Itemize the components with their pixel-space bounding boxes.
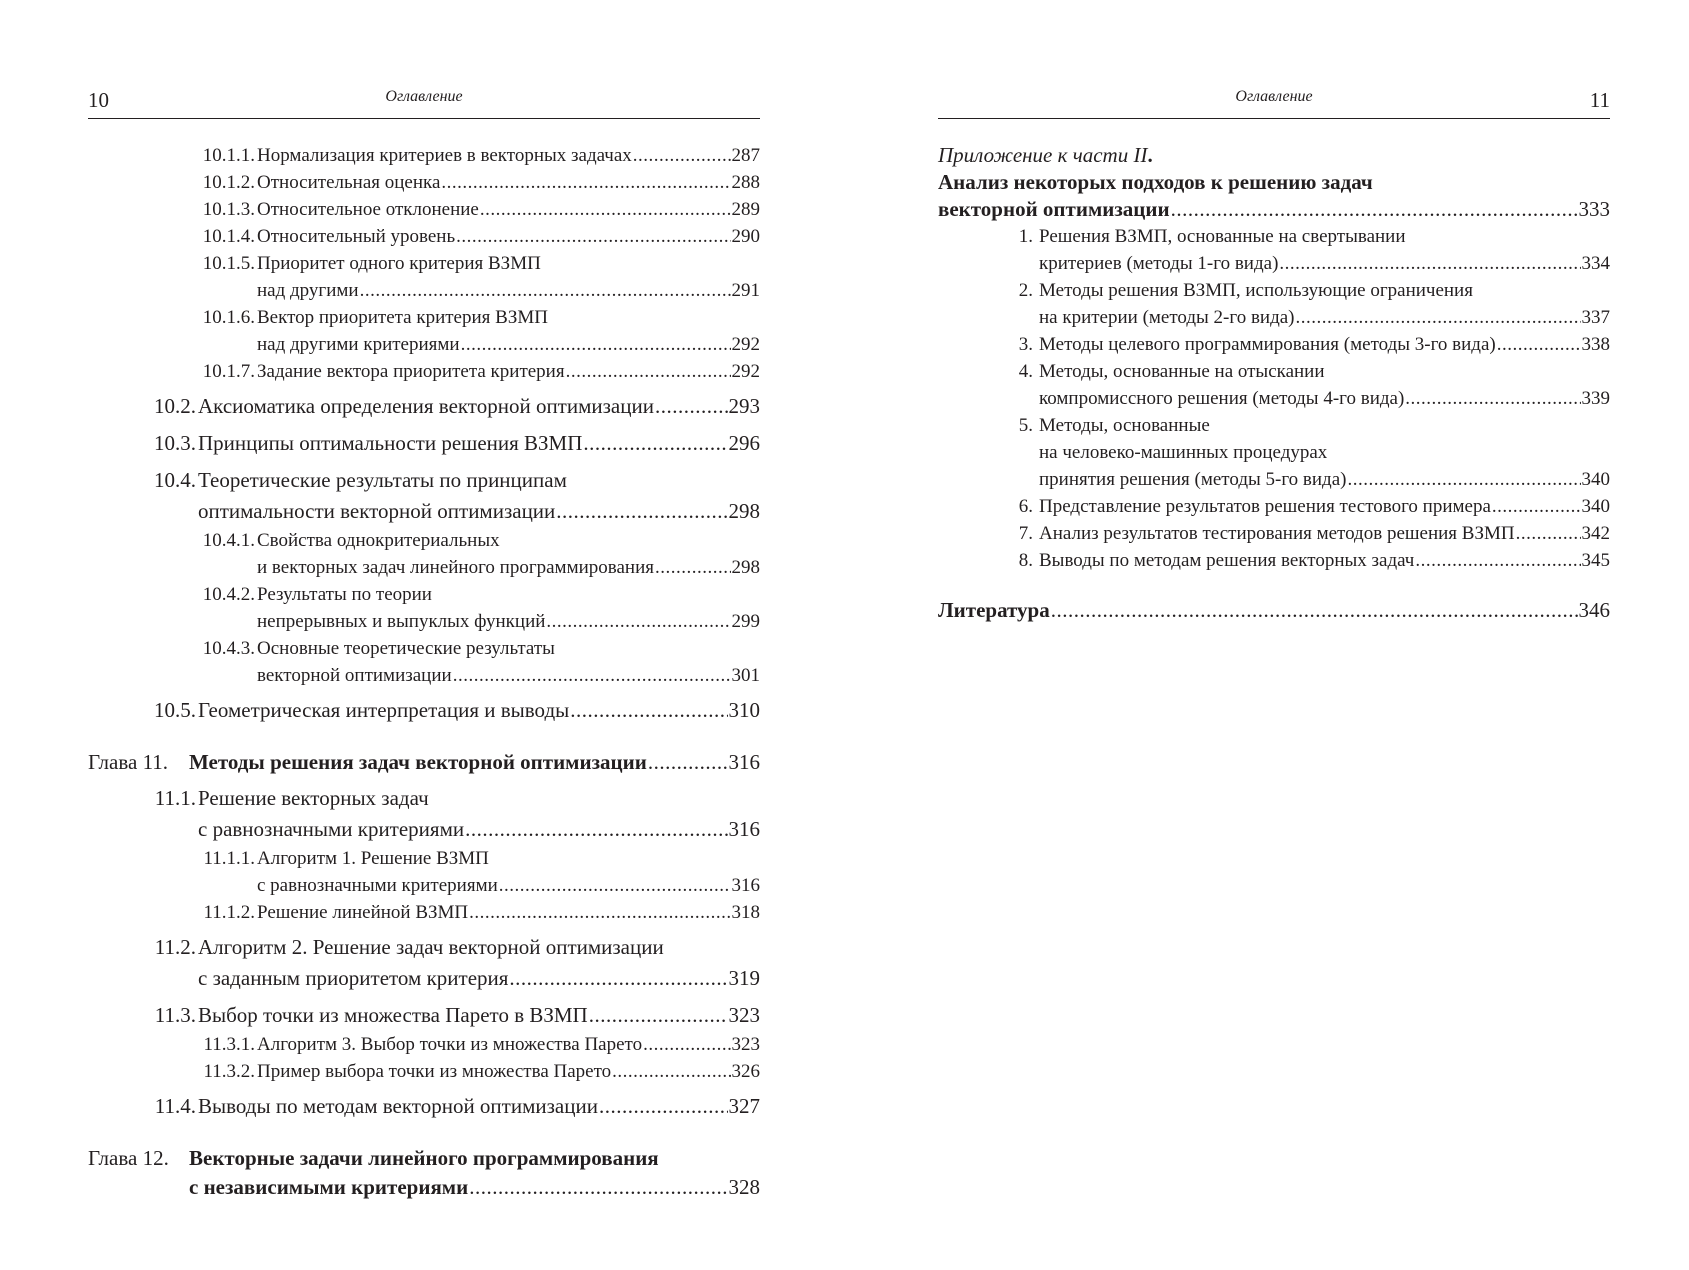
- toc-entries-appendix: [938, 223, 1610, 574]
- page-ref: 327: [728, 1094, 760, 1118]
- entry-number: 8.: [1018, 550, 1033, 571]
- dot-leader: [1051, 596, 1578, 625]
- entry-title-line: с равнозначными критериями: [198, 817, 465, 841]
- entry-number: 2.: [1018, 280, 1033, 301]
- entry-title-line: критериев (методы 1-го вида): [1039, 253, 1279, 274]
- page-ref: 340: [1581, 469, 1610, 490]
- toc-item[interactable]: [938, 412, 1610, 493]
- dot-leader: [1171, 196, 1578, 223]
- dot-leader: [456, 223, 730, 250]
- entry-title-line: Относительный уровень: [257, 226, 456, 247]
- toc-chapter-11[interactable]: [88, 748, 760, 777]
- page-ref: 323: [731, 1034, 760, 1055]
- entry-title-line: Аксиоматика определения векторной оптимизации: [198, 394, 654, 418]
- dot-leader: [583, 428, 727, 459]
- page-ref: 326: [731, 1061, 760, 1082]
- entry-number: 10.4.: [154, 468, 196, 492]
- page-ref: 298: [728, 499, 760, 523]
- entry-title-line: Вектор приоритета критерия ВЗМП: [257, 307, 548, 328]
- toc-entries-ch11: [88, 783, 760, 1122]
- entry-title-line: Нормализация критериев в векторных задачах: [257, 145, 632, 166]
- page-ref: 301: [731, 665, 760, 686]
- entry-title-line: Результаты по теории: [257, 584, 432, 605]
- toc-section[interactable]: [88, 695, 760, 726]
- entry-title-line: Свойства однокритериальных: [257, 530, 500, 551]
- appendix-title-line: векторной оптимизации: [938, 197, 1170, 221]
- entry-number: 10.2.: [154, 394, 196, 418]
- page-ref: 333: [1578, 197, 1610, 221]
- entry-title-line: на человеко-машинных процедурах: [1039, 442, 1328, 463]
- entry-title-line: Методы целевого программирования (методы 3-го вида): [1039, 334, 1496, 355]
- page-ref: 299: [731, 611, 760, 632]
- dot-leader: [1279, 250, 1580, 277]
- dot-leader: [1296, 304, 1581, 331]
- toc-item[interactable]: [938, 520, 1610, 547]
- page-ref: 291: [731, 280, 760, 301]
- page-ref: 340: [1581, 496, 1610, 517]
- entry-number: 10.1.4.: [202, 226, 255, 247]
- header-rule: [938, 118, 1610, 119]
- toc-section[interactable]: [88, 391, 760, 422]
- page-ref: 296: [728, 431, 760, 455]
- dot-leader: [469, 1173, 727, 1202]
- page-ref: 298: [731, 557, 760, 578]
- right-page-header: [938, 86, 1610, 114]
- left-page: [88, 0, 760, 1270]
- page-ref: 316: [728, 817, 760, 841]
- toc-item[interactable]: [938, 277, 1610, 331]
- page-ref: 319: [728, 966, 760, 990]
- page-number: 11: [1589, 88, 1610, 112]
- toc-item[interactable]: [938, 358, 1610, 412]
- page-ref: 346: [1578, 598, 1610, 622]
- page-ref: 318: [731, 902, 760, 923]
- appendix-heading[interactable]: [938, 142, 1610, 223]
- toc-subsection[interactable]: [88, 142, 760, 169]
- literature-title: Литература: [938, 598, 1050, 622]
- entry-number: 10.1.3.: [202, 199, 255, 220]
- entry-title-line: Относительная оценка: [257, 172, 441, 193]
- entry-number: 3.: [1018, 334, 1033, 355]
- entry-title-line: Выводы по методам решения векторных задач: [1039, 550, 1415, 571]
- page-number: 10: [88, 88, 109, 112]
- toc-subsection[interactable]: [88, 169, 760, 196]
- page-ref: 345: [1581, 550, 1610, 571]
- entry-number: 11.4.: [154, 1094, 196, 1118]
- page-ref: 310: [728, 698, 760, 722]
- entry-title-line: с равнозначными критериями: [257, 875, 498, 896]
- entry-title-line: над другими: [257, 280, 359, 301]
- page-ref: 339: [1581, 388, 1610, 409]
- dot-leader: [655, 391, 728, 422]
- entry-number: 5.: [1018, 415, 1033, 436]
- entry-title-line: Выбор точки из множества Парето в ВЗМП: [198, 1003, 588, 1027]
- dot-leader: [465, 814, 727, 845]
- dot-leader: [461, 331, 731, 358]
- page-ref: 338: [1581, 334, 1610, 355]
- chapter-title-line: Векторные задачи линейного программирования: [189, 1146, 659, 1170]
- entry-number: 11.3.1.: [203, 1034, 255, 1055]
- running-header: Оглавление: [385, 88, 463, 105]
- toc-subsection[interactable]: [88, 899, 760, 926]
- dot-leader: [499, 872, 731, 899]
- toc-section[interactable]: [88, 1091, 760, 1122]
- chapter-title-line: с независимыми критериями: [189, 1175, 469, 1199]
- entry-title-line: над другими критериями: [257, 334, 460, 355]
- toc-subsection[interactable]: [88, 845, 760, 899]
- entry-title-line: Выводы по методам векторной оптимизации: [198, 1094, 598, 1118]
- entry-title-line: Методы, основанные на отыскании: [1039, 361, 1325, 382]
- toc-item[interactable]: [938, 547, 1610, 574]
- dot-leader: [453, 662, 731, 689]
- entry-title-line: Решения ВЗМП, основанные на свертывании: [1039, 226, 1406, 247]
- page-ref: 337: [1581, 307, 1610, 328]
- entry-title-line: принятия решения (методы 5-го вида): [1039, 469, 1347, 490]
- toc-section[interactable]: [88, 932, 760, 994]
- dot-leader: [1405, 385, 1580, 412]
- toc-section[interactable]: [88, 465, 760, 527]
- dot-leader: [360, 277, 731, 304]
- entry-number: 10.1.2.: [202, 172, 255, 193]
- dot-leader: [1516, 520, 1581, 547]
- page-ref: 292: [731, 361, 760, 382]
- running-header: Оглавление: [1235, 88, 1313, 105]
- entry-title-line: и векторных задач линейного программирования: [257, 557, 655, 578]
- page-ref: 287: [731, 145, 760, 166]
- entry-number: 11.1.2.: [203, 902, 255, 923]
- entry-number: 11.3.: [154, 1003, 196, 1027]
- chapter-number: Глава 12.: [88, 1146, 169, 1170]
- toc-item[interactable]: [938, 223, 1610, 277]
- right-page: [938, 0, 1610, 1270]
- toc-section[interactable]: [88, 783, 760, 845]
- appendix-title-line: Анализ некоторых подходов к решению задач: [938, 170, 1373, 194]
- entry-title-line: Задание вектора приоритета критерия: [257, 361, 565, 382]
- dot-leader: [648, 748, 728, 777]
- toc-subsection[interactable]: [88, 1058, 760, 1085]
- toc-item[interactable]: [938, 331, 1610, 358]
- toc-right: [938, 142, 1610, 625]
- toc-subsection[interactable]: [88, 304, 760, 358]
- dot-leader: [589, 1000, 728, 1031]
- entry-number: 10.1.7.: [202, 361, 255, 382]
- dot-leader: [1415, 547, 1580, 574]
- toc-subsection[interactable]: [88, 250, 760, 304]
- page-ref: 316: [731, 875, 760, 896]
- toc-subsection[interactable]: [88, 527, 760, 581]
- dot-leader: [509, 963, 727, 994]
- toc-section[interactable]: [88, 1000, 760, 1031]
- dot-leader: [480, 196, 731, 223]
- entry-number: 11.1.: [154, 786, 196, 810]
- dot-leader: [599, 1091, 728, 1122]
- dot-leader: [469, 899, 730, 926]
- page-ref: 316: [728, 750, 760, 774]
- dot-leader: [566, 358, 731, 385]
- dot-leader: [546, 608, 730, 635]
- entry-title-line: Решение линейной ВЗМП: [257, 902, 469, 923]
- entry-title-line: Методы решения ВЗМП, использующие ограничения: [1039, 280, 1473, 301]
- entry-title-line: Теоретические результаты по принципам: [198, 468, 567, 492]
- page-ref: 334: [1581, 253, 1610, 274]
- dot-leader: [643, 1031, 730, 1058]
- page-ref: 328: [728, 1175, 760, 1199]
- entry-title-line: Приоритет одного критерия ВЗМП: [257, 253, 541, 274]
- dot-leader: [1497, 331, 1581, 358]
- page-ref: 292: [731, 334, 760, 355]
- page-ref: 290: [731, 226, 760, 247]
- entry-title-line: Относительное отклонение: [257, 199, 479, 220]
- entry-title-line: Решение векторных задач: [198, 786, 429, 810]
- toc-subsection[interactable]: [88, 358, 760, 385]
- entry-number: 11.3.2.: [203, 1061, 255, 1082]
- header-rule: [88, 118, 760, 119]
- entry-title-line: с заданным приоритетом критерия: [198, 966, 509, 990]
- entry-title-line: оптимальности векторной оптимизации: [198, 499, 556, 523]
- page-ref: 289: [731, 199, 760, 220]
- entry-title-line: Представление результатов решения тестового примера: [1039, 496, 1491, 517]
- entry-title-line: на критерии (методы 2-го вида): [1039, 307, 1295, 328]
- dot-leader: [612, 1058, 730, 1085]
- toc-subsection[interactable]: [88, 635, 760, 689]
- toc-subsection[interactable]: [88, 1031, 760, 1058]
- toc-subsection[interactable]: [88, 223, 760, 250]
- page-ref: 293: [728, 394, 760, 418]
- entry-number: 11.1.1.: [203, 848, 255, 869]
- toc-section[interactable]: [88, 428, 760, 459]
- entry-title-line: Алгоритм 1. Решение ВЗМП: [257, 848, 489, 869]
- page-ref: 342: [1581, 523, 1610, 544]
- entry-number: 10.1.5.: [202, 253, 255, 274]
- entry-number: 10.5.: [154, 698, 196, 722]
- chapter-title: Методы решения задач векторной оптимизации: [189, 750, 647, 774]
- entry-title-line: Методы, основанные: [1039, 415, 1210, 436]
- entry-title-line: Геометрическая интерпретация и выводы: [198, 698, 570, 722]
- entry-number: 10.4.3.: [202, 638, 255, 659]
- toc-entries-ch10: [88, 142, 760, 726]
- entry-number: 10.3.: [154, 431, 196, 455]
- toc-chapter-12[interactable]: [88, 1144, 760, 1202]
- page-ref: 323: [728, 1003, 760, 1027]
- entry-title-line: векторной оптимизации: [257, 665, 452, 686]
- toc-subsection[interactable]: [88, 581, 760, 635]
- entry-title-line: непрерывных и выпуклых функций: [257, 611, 546, 632]
- entry-number: 11.2.: [154, 935, 196, 959]
- appendix-label-dot: .: [1147, 143, 1153, 167]
- dot-leader: [441, 169, 730, 196]
- toc-literature[interactable]: [938, 596, 1610, 625]
- entry-number: 1.: [1018, 226, 1033, 247]
- appendix-label: Приложение к части II: [938, 143, 1148, 167]
- entry-number: 10.1.1.: [202, 145, 255, 166]
- dot-leader: [570, 695, 727, 726]
- entry-title-line: Алгоритм 2. Решение задач векторной оптимизации: [198, 935, 664, 959]
- toc-left: [88, 142, 760, 1202]
- entry-number: 6.: [1018, 496, 1033, 517]
- entry-number: 10.4.2.: [202, 584, 255, 605]
- entry-title-line: Анализ результатов тестирования методов решения ВЗМП: [1039, 523, 1515, 544]
- dot-leader: [633, 142, 731, 169]
- entry-title-line: Основные теоретические результаты: [257, 638, 555, 659]
- entry-number: 7.: [1018, 523, 1033, 544]
- entry-number: 4.: [1018, 361, 1033, 382]
- entry-number: 10.4.1.: [202, 530, 255, 551]
- entry-title-line: компромиссного решения (методы 4-го вида): [1039, 388, 1405, 409]
- dot-leader: [655, 554, 730, 581]
- entry-title-line: Принципы оптимальности решения ВЗМП: [198, 431, 583, 455]
- dot-leader: [1347, 466, 1580, 493]
- entry-title-line: Пример выбора точки из множества Парето: [257, 1061, 612, 1082]
- entry-number: 10.1.6.: [202, 307, 255, 328]
- dot-leader: [1492, 493, 1581, 520]
- toc-subsection[interactable]: [88, 196, 760, 223]
- left-page-header: [88, 86, 760, 114]
- dot-leader: [556, 496, 727, 527]
- toc-item[interactable]: [938, 493, 1610, 520]
- chapter-number: Глава 11.: [88, 750, 169, 774]
- page-ref: 288: [731, 172, 760, 193]
- entry-title-line: Алгоритм 3. Выбор точки из множества Парето: [257, 1034, 643, 1055]
